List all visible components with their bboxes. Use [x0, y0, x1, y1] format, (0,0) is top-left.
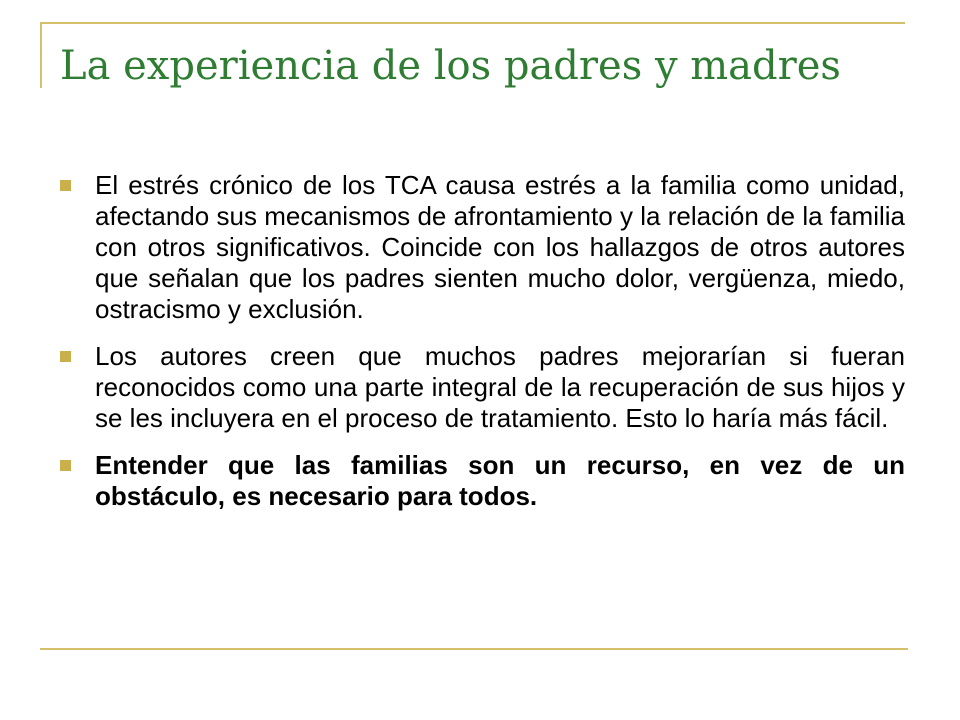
- bullet-text-1: El estrés crónico de los TCA causa estrés a la familia como unidad, afectando sus mecanismos de afrontamiento y la relación de la familia con otros significativos. Coincide con los hallazgos de otros autores que señalan que los padres sienten mucho dolor, vergüenza, miedo, ostracismo y exclusión.: [95, 170, 905, 324]
- bullet-text-3: Entender que las familias son un recurso, en vez de un obstáculo, es necesario para todos.: [95, 450, 905, 511]
- bottom-rule: [40, 648, 908, 650]
- bullet-item-1: [60, 170, 905, 325]
- left-rule: [40, 22, 42, 88]
- top-rule: [40, 22, 905, 24]
- bullet-text-2: Los autores creen que muchos padres mejorarían si fueran reconocidos como una parte integral de la recuperación de sus hijos y se les incluyera en el proceso de tratamiento. Esto lo haría más fácil.: [95, 341, 905, 433]
- bullet-item-2: [60, 341, 905, 434]
- square-bullet-icon: [60, 351, 71, 362]
- slide-title: La experiencia de los padres y madres: [60, 43, 841, 89]
- square-bullet-icon: [60, 180, 71, 191]
- bullet-item-3: [60, 450, 905, 512]
- square-bullet-icon: [60, 460, 71, 471]
- bullet-list: [60, 170, 905, 528]
